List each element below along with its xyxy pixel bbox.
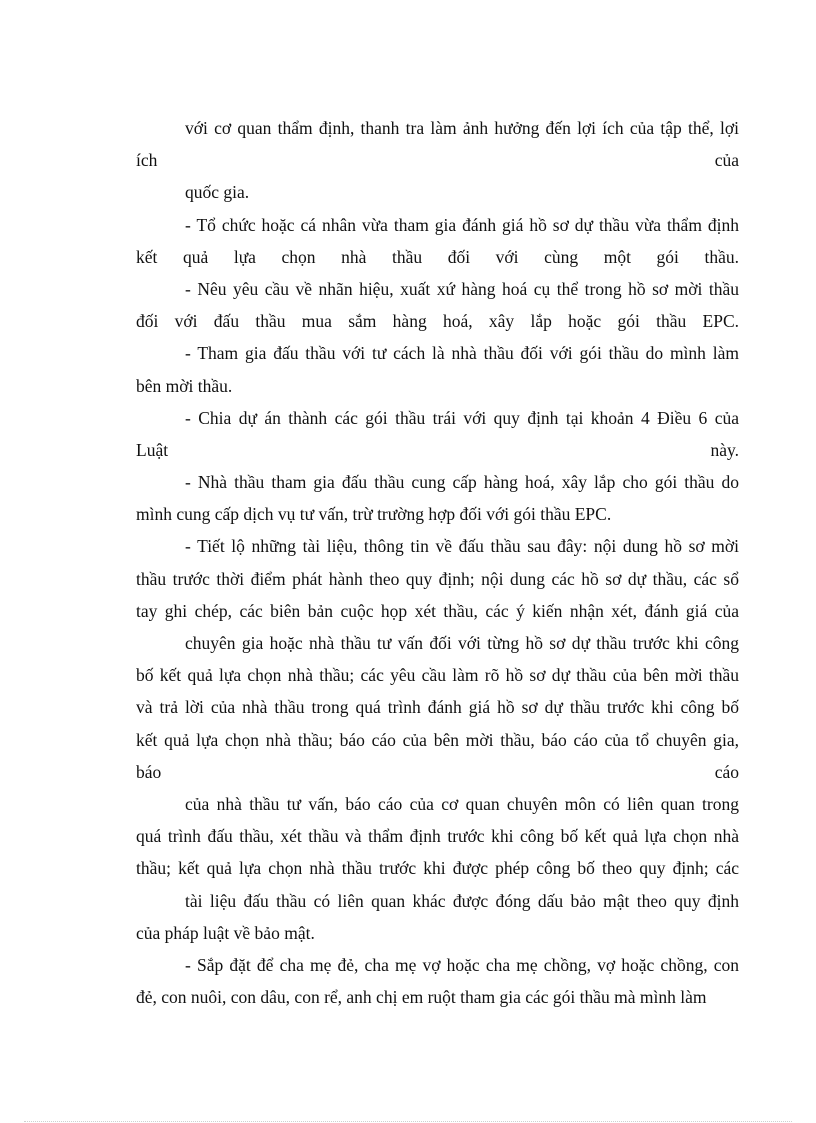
text-line: - Nhà thầu tham gia đấu thầu cung cấp hàng hoá, xây lắp cho gói thầu do — [185, 472, 739, 493]
text-line: báo cáo — [136, 761, 739, 782]
text-line: - Tham gia đấu thầu với tư cách là nhà thầu đối với gói thầu do mình làm — [185, 343, 739, 364]
text-line: Luật này. — [136, 439, 739, 460]
text-line: ích của — [136, 150, 739, 171]
page-bottom-divider — [24, 1121, 792, 1122]
text-line: bố kết quả lựa chọn nhà thầu; các yêu cầu làm rõ hồ sơ dự thầu của bên mời thầu — [136, 665, 739, 686]
text-line: đối với đấu thầu mua sắm hàng hoá, xây lắp hoặc gói thầu EPC. — [136, 311, 739, 332]
text-line: của pháp luật về bảo mật. — [136, 922, 315, 943]
body-text — [136, 112, 739, 1013]
text-line: - Tổ chức hoặc cá nhân vừa tham gia đánh giá hồ sơ dự thầu vừa thẩm định — [185, 214, 739, 235]
text-line: chuyên gia hoặc nhà thầu tư vấn đối với từng hồ sơ dự thầu trước khi công — [185, 633, 739, 653]
text-line: thầu; kết quả lựa chọn nhà thầu trước khi được phép công bố theo quy định; các — [136, 858, 739, 879]
text-line: - Sắp đặt để cha mẹ đẻ, cha mẹ vợ hoặc cha mẹ chồng, vợ hoặc chồng, con — [185, 954, 739, 975]
text-line: và trả lời của nhà thầu trong quá trình đánh giá hồ sơ dự thầu trước khi công bố — [136, 697, 739, 718]
text-line: quá trình đấu thầu, xét thầu và thẩm định trước khi công bố kết quả lựa chọn nhà — [136, 826, 739, 847]
text-line: của nhà thầu tư vấn, báo cáo của cơ quan chuyên môn có liên quan trong — [185, 793, 739, 814]
text-line: kết quả lựa chọn nhà thầu đối với cùng một gói thầu. — [136, 246, 739, 267]
text-line: bên mời thầu. — [136, 375, 233, 396]
text-line: - Tiết lộ những tài liệu, thông tin về đấu thầu sau đây: nội dung hồ sơ mời — [185, 536, 739, 557]
text-line: quốc gia. — [185, 182, 250, 203]
text-line: tay ghi chép, các biên bản cuộc họp xét thầu, các ý kiến nhận xét, đánh giá của — [136, 600, 739, 621]
text-line: thầu trước thời điểm phát hành theo quy định; nội dung các hồ sơ dự thầu, các sổ — [136, 568, 739, 589]
text-line: tài liệu đấu thầu có liên quan khác được đóng dấu bảo mật theo quy định — [185, 890, 739, 911]
text-line: kết quả lựa chọn nhà thầu; báo cáo của bên mời thầu, báo cáo của tổ chuyên gia, — [136, 729, 739, 750]
text-line: - Nêu yêu cầu về nhãn hiệu, xuất xứ hàng hoá cụ thể trong hồ sơ mời thầu — [185, 278, 739, 299]
text-line: với cơ quan thẩm định, thanh tra làm ảnh hưởng đến lợi ích của tập thể, lợi — [185, 118, 739, 138]
text-line: - Chia dự án thành các gói thầu trái với quy định tại khoản 4 Điều 6 của — [185, 407, 739, 428]
text-line: đẻ, con nuôi, con dâu, con rể, anh chị em ruột tham gia các gói thầu mà mình làm — [136, 987, 707, 1008]
text-line: mình cung cấp dịch vụ tư vấn, trừ trường hợp đối với gói thầu EPC. — [136, 504, 612, 525]
